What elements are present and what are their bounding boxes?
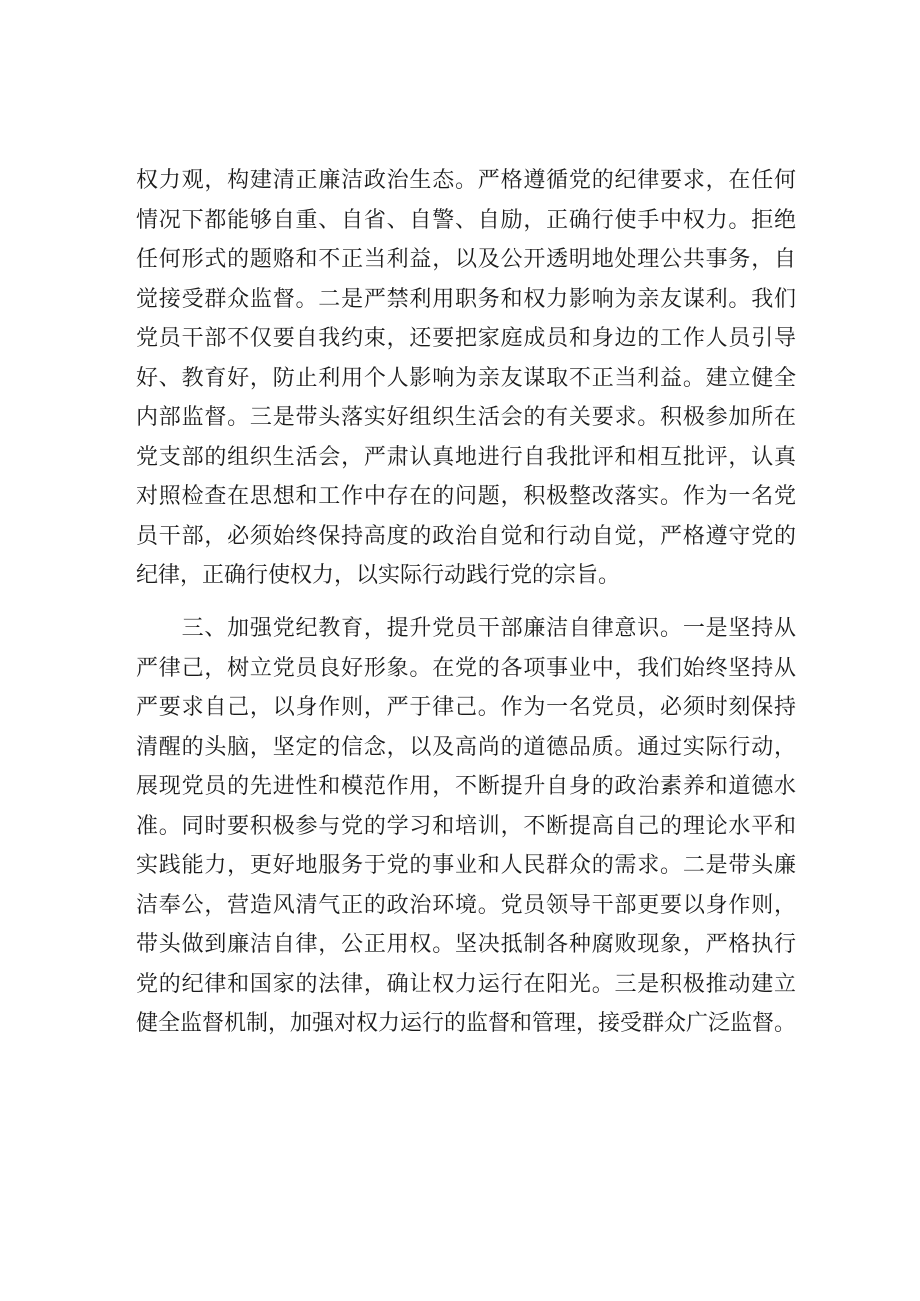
text-line: 健全监督机制，加强对权力运行的监督和管理，接受群众广泛监督。: [136, 1011, 796, 1036]
text-line: 准。同时要积极参与党的学习和培训，不断提高自己的理论水平和: [136, 814, 796, 839]
text-line: 对照检查在思想和工作中存在的问题，积极整改落实。作为一名党: [136, 484, 796, 509]
text-line: 情况下都能够自重、自省、自警、自励，正确行使手中权力。拒绝: [136, 208, 796, 233]
text-line: 展现党员的先进性和模范作用，不断提升自身的政治素养和道德水: [136, 774, 796, 799]
text-line: 员干部，必须始终保持高度的政治自觉和行动自觉，严格遵守党的: [136, 524, 796, 549]
text-line: 带头做到廉洁自律，公正用权。坚决抵制各种腐败现象，严格执行: [136, 932, 796, 957]
text-line: 好、教育好，防止利用个人影响为亲友谋取不正当利益。建立健全: [136, 366, 796, 391]
text-line: 任何形式的题赂和不正当利益，以及公开透明地处理公共事务，自: [136, 247, 796, 272]
text-line: 党的纪律和国家的法律，确让权力运行在阳光。三是积极推动建立: [136, 972, 796, 997]
text-line: 严律己，树立党员良好形象。在党的各项事业中，我们始终坚持从: [136, 656, 796, 681]
text-line: 内部监督。三是带头落实好组织生活会的有关要求。积极参加所在: [136, 405, 796, 430]
text-line: 实践能力，更好地服务于党的事业和人民群众的需求。二是带头廉: [136, 853, 796, 878]
text-line: 纪律，正确行使权力，以实际行动践行党的宗旨。: [136, 563, 621, 588]
text-line: 权力观，构建清正廉洁政治生态。严格遵循党的纪律要求，在任何: [136, 168, 796, 193]
text-line: 三、加强党纪教育，提升党员干部廉洁自律意识。一是坚持从: [136, 616, 796, 641]
text-line: 觉接受群众监督。二是严禁利用职务和权力影响为亲友谋利。我们: [136, 287, 796, 312]
text-line: 党支部的组织生活会，严肃认真地进行自我批评和相互批评，认真: [136, 445, 796, 470]
text-line: 洁奉公，营造风清气正的政治环境。党员领导干部更要以身作则，: [136, 893, 796, 918]
text-line: 严要求自己，以身作则，严于律己。作为一名党员，必须时刻保持: [136, 695, 796, 720]
text-line: 党员干部不仅要自我约束，还要把家庭成员和身边的工作人员引导: [136, 326, 796, 351]
text-line: 清醒的头脑，坚定的信念，以及高尚的道德品质。通过实际行动，: [136, 735, 796, 760]
